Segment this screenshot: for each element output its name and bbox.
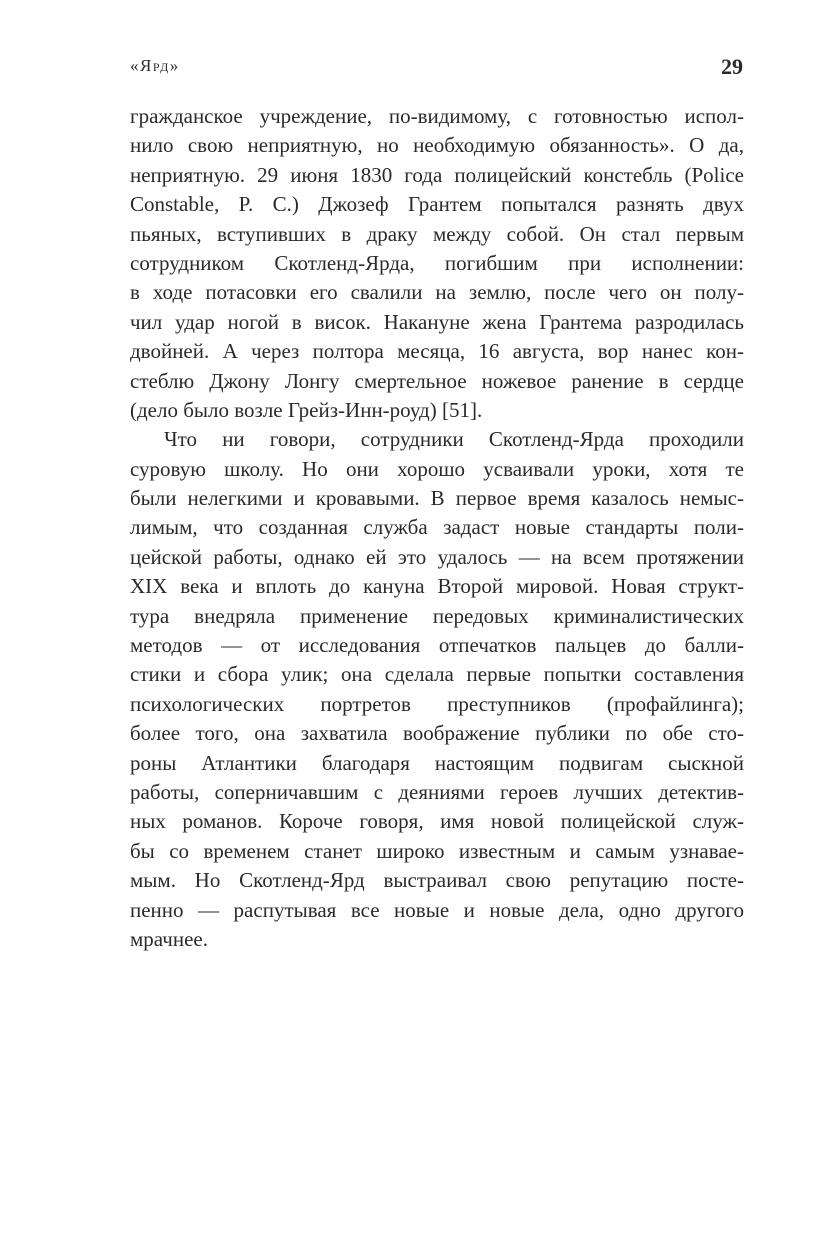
text-line: Constable, P. C.) Джозеф Грантем попытался разнять двух — [130, 192, 744, 217]
text-line: стеблю Джону Лонгу смертельное ножевое ранение в сердце — [130, 368, 744, 393]
text-line: двойней. А через полтора месяца, 16 августа, вор нанес кон- — [130, 339, 744, 364]
text-line: чил удар ногой в висок. Накануне жена Грантема разродилась — [130, 309, 744, 334]
text-line: бы со временем станет широко известным и самым узнавае- — [130, 838, 744, 863]
text-line: ных романов. Короче говоря, имя новой полицейской служ- — [130, 809, 744, 834]
page-number: 29 — [721, 54, 743, 79]
text-line: нило свою неприятную, но необходимую обязанность». О да, — [130, 133, 744, 158]
text-line: были нелегкими и кровавыми. В первое время казалось немыс- — [130, 486, 744, 511]
text-line: (дело было возле Грейз-Инн-роуд) [51]. — [130, 397, 483, 422]
body-text — [130, 102, 744, 954]
text-line: суровую школу. Но они хорошо усваивали уроки, хотя те — [130, 456, 744, 481]
text-line: в ходе потасовки его свалили на землю, после чего он полу- — [130, 280, 744, 305]
text-line: лимым, что созданная служба задаст новые стандарты поли- — [130, 515, 744, 540]
text-line: более того, она захватила воображение публики по обе сто- — [130, 721, 744, 746]
text-line: пьяных, вступивших в драку между собой. Он стал первым — [130, 221, 744, 246]
text-line: сотрудником Скотленд-Ярда, погибшим при исполнении: — [130, 250, 744, 275]
text-line: психологических портретов преступников (профайлинга); — [130, 691, 744, 716]
text-line: роны Атлантики благодаря настоящим подвигам сыскной — [130, 750, 744, 775]
paragraph — [130, 102, 744, 425]
text-line: XIX века и вплоть до кануна Второй мировой. Новая структ- — [130, 574, 744, 599]
text-line: тура внедряла применение передовых криминалистических — [130, 603, 744, 628]
text-line: цейской работы, однако ей это удалось — на всем протяжении — [130, 544, 744, 569]
text-line: методов — от исследования отпечатков пальцев до балли- — [130, 633, 744, 658]
running-head: «Ярд» — [130, 56, 180, 75]
paragraph — [130, 425, 744, 954]
text-line: мым. Но Скотленд-Ярд выстраивал свою репутацию посте- — [130, 868, 744, 893]
text-line: работы, соперничавшим с деяниями героев лучших детектив- — [130, 779, 744, 804]
text-line: Что ни говори, сотрудники Скотленд-Ярда проходили — [164, 427, 744, 452]
text-line: гражданское учреждение, по-видимому, с готовностью испол- — [130, 104, 744, 128]
text-line: пенно — распутывая все новые и новые дела, одно другого — [130, 897, 744, 922]
text-line: мрачнее. — [130, 926, 208, 951]
text-line: неприятную. 29 июня 1830 года полицейский констебль (Police — [130, 162, 744, 187]
text-line: стики и сбора улик; она сделала первые попытки составления — [130, 662, 744, 687]
